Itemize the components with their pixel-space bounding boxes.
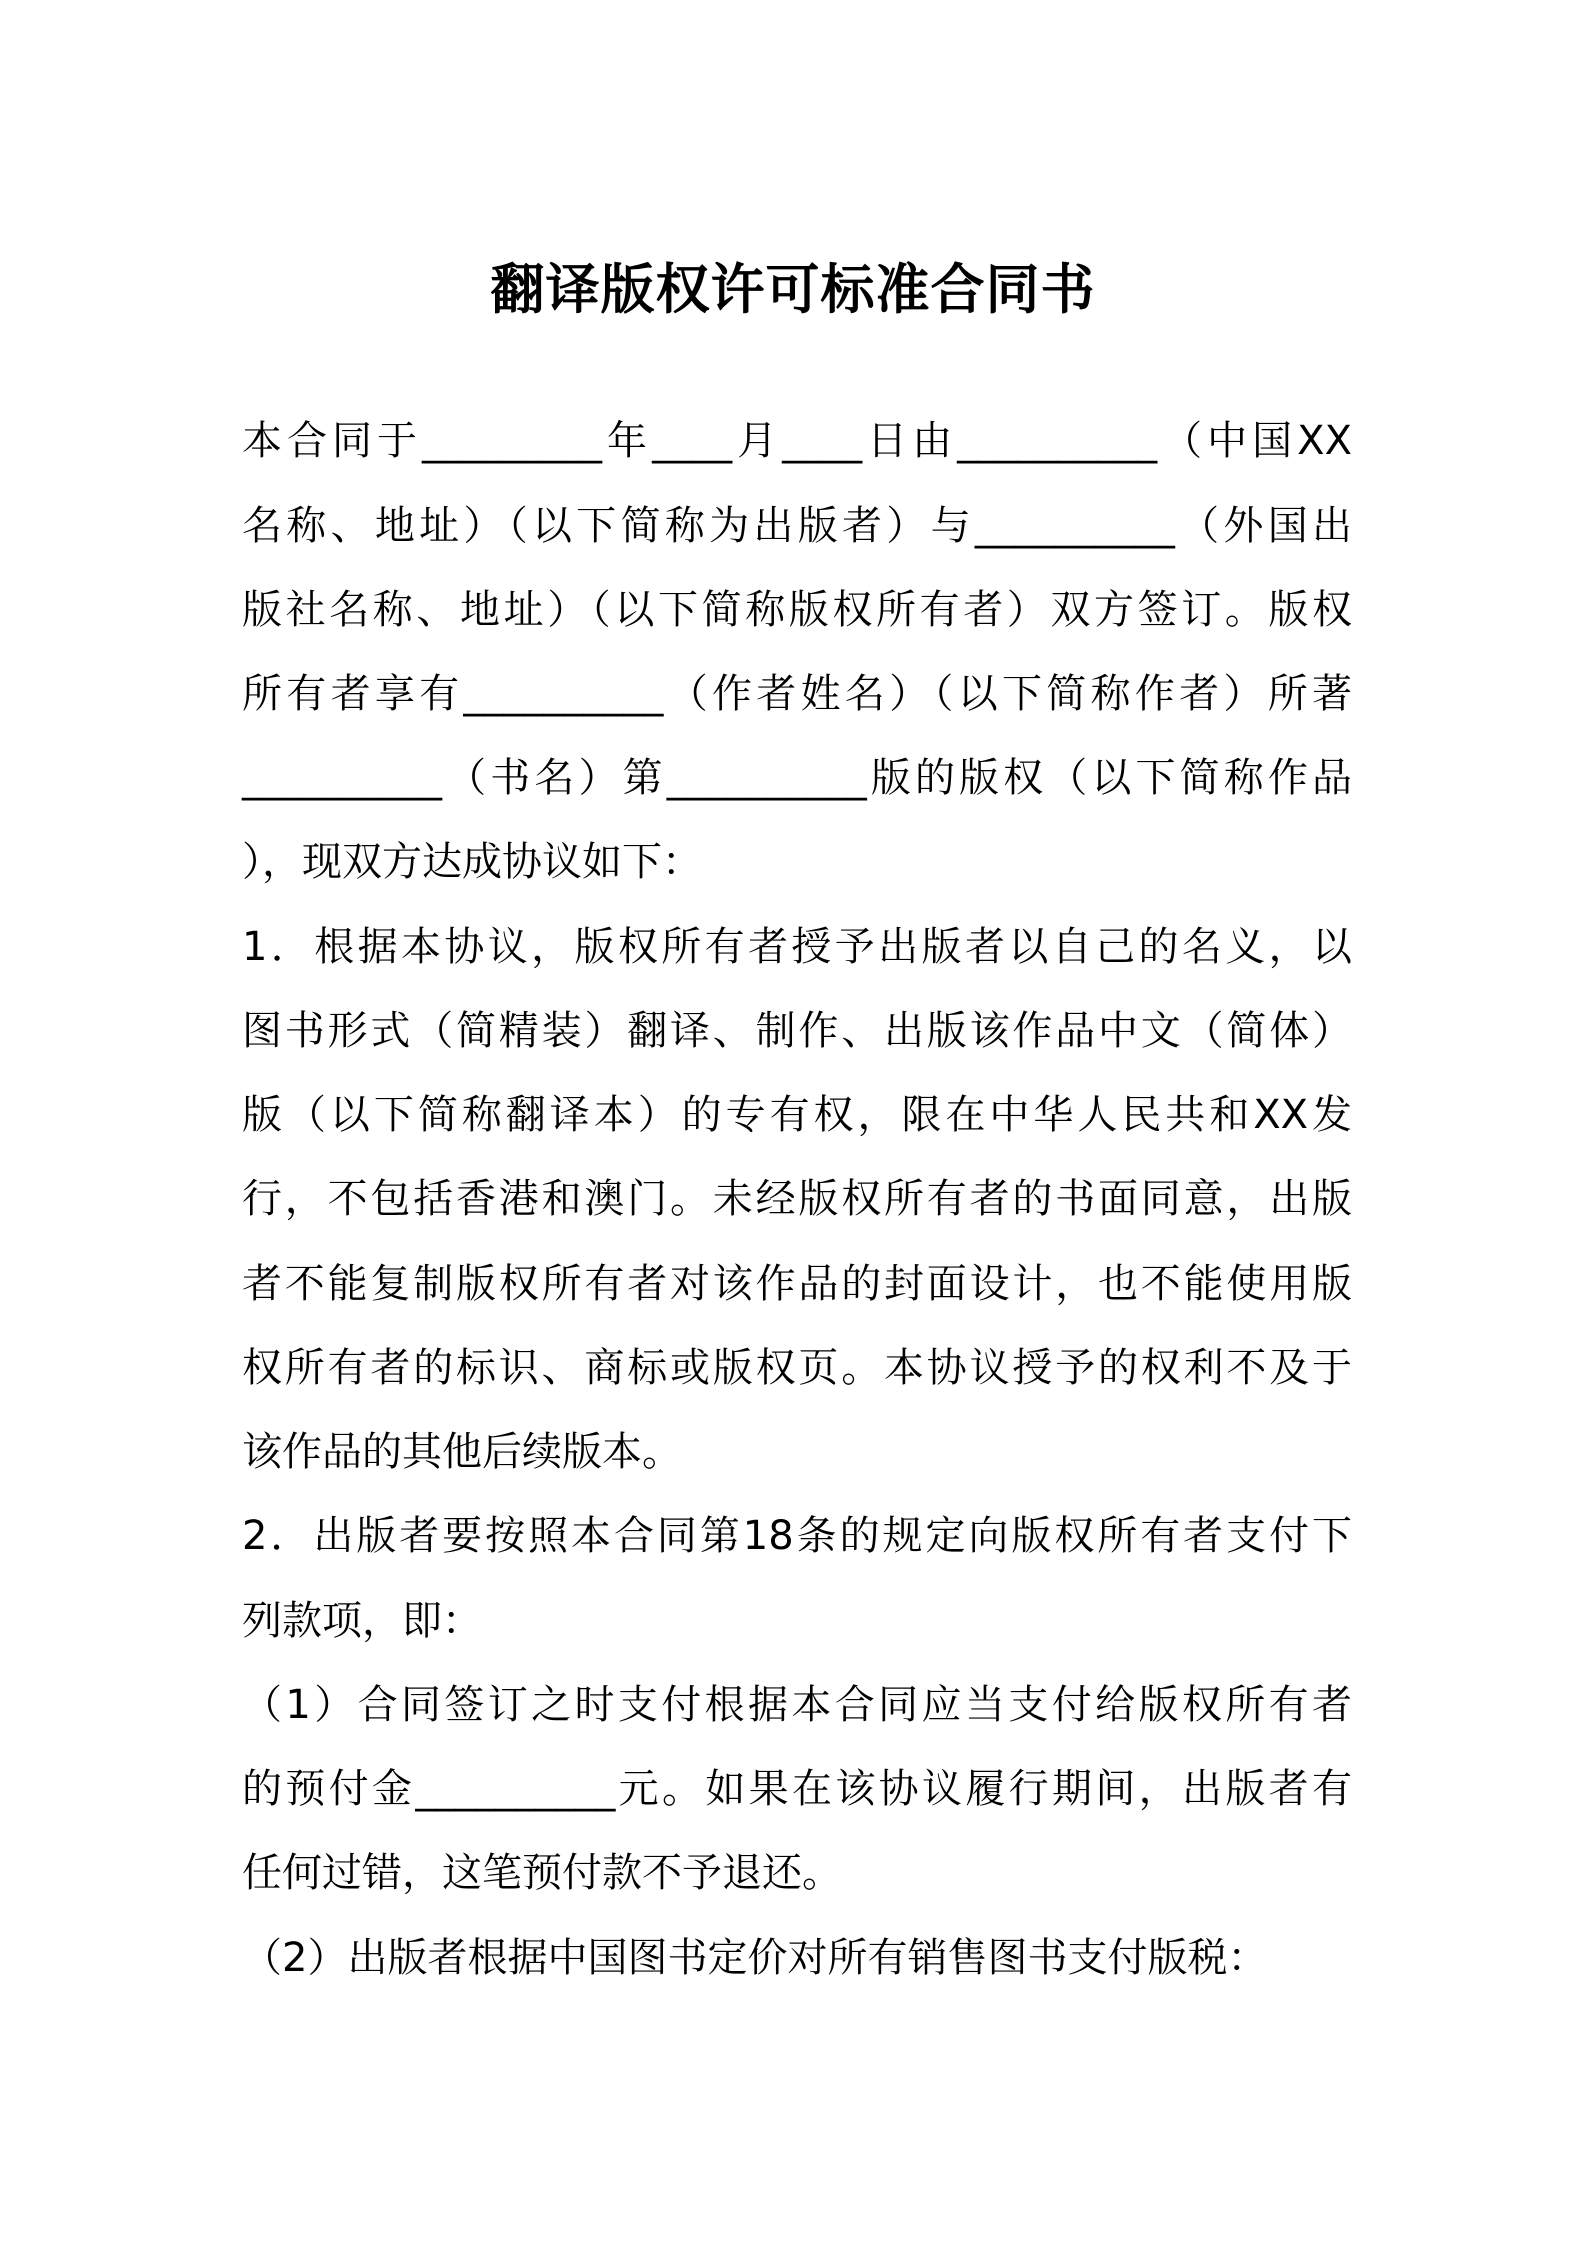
- clause-2-item-1-line-1: （1）合同签订之时支付根据本合同应当支付给版权所有者: [242, 1682, 1352, 1728]
- clause-2-item-1-line-2: 的预付金__________元。如果在该协议履行期间，出版者有: [242, 1766, 1352, 1812]
- body-line-2: 名称、地址）（以下简称为出版者）与__________（外国出: [242, 503, 1352, 549]
- clause-1-line-1: 1．根据本协议，版权所有者授予出版者以自己的名义，以: [242, 924, 1352, 970]
- body-line-4: 所有者享有__________（作者姓名）（以下简称作者）所著: [242, 671, 1352, 717]
- clause-1-line-4: 行，不包括香港和澳门。未经版权所有者的书面同意，出版: [242, 1176, 1352, 1222]
- clause-2-line-2: 列款项，即：: [242, 1598, 482, 1644]
- clause-1-line-3: 版（以下简称翻译本）的专有权，限在中华人民共和XX发: [242, 1092, 1352, 1138]
- body-line-6: ），现双方达成协议如下：: [242, 839, 702, 885]
- clause-2-line-1: 2．出版者要按照本合同第18条的规定向版权所有者支付下: [242, 1513, 1352, 1559]
- clause-1-line-6: 权所有者的标识、商标或版权页。本协议授予的权利不及于: [242, 1345, 1352, 1391]
- clause-1-line-7: 该作品的其他后续版本。: [242, 1429, 682, 1475]
- body-line-5: __________（书名）第__________版的版权（以下简称作品: [242, 755, 1352, 801]
- clause-1-line-2: 图书形式（简精装）翻译、制作、出版该作品中文（简体）: [242, 1008, 1352, 1054]
- clause-2-item-1-line-3: 任何过错，这笔预付款不予退还。: [242, 1850, 842, 1896]
- body-line-3: 版社名称、地址）（以下简称版权所有者）双方签订。版权: [242, 587, 1352, 633]
- clause-1-line-5: 者不能复制版权所有者对该作品的封面设计，也不能使用版: [242, 1261, 1352, 1307]
- document-title: 翻译版权许可标准合同书: [490, 258, 1096, 321]
- clause-2-item-2-line-1: （2）出版者根据中国图书定价对所有销售图书支付版税：: [242, 1935, 1268, 1981]
- body-line-1: 本合同于_________年____月____日由__________（中国XX: [242, 418, 1352, 464]
